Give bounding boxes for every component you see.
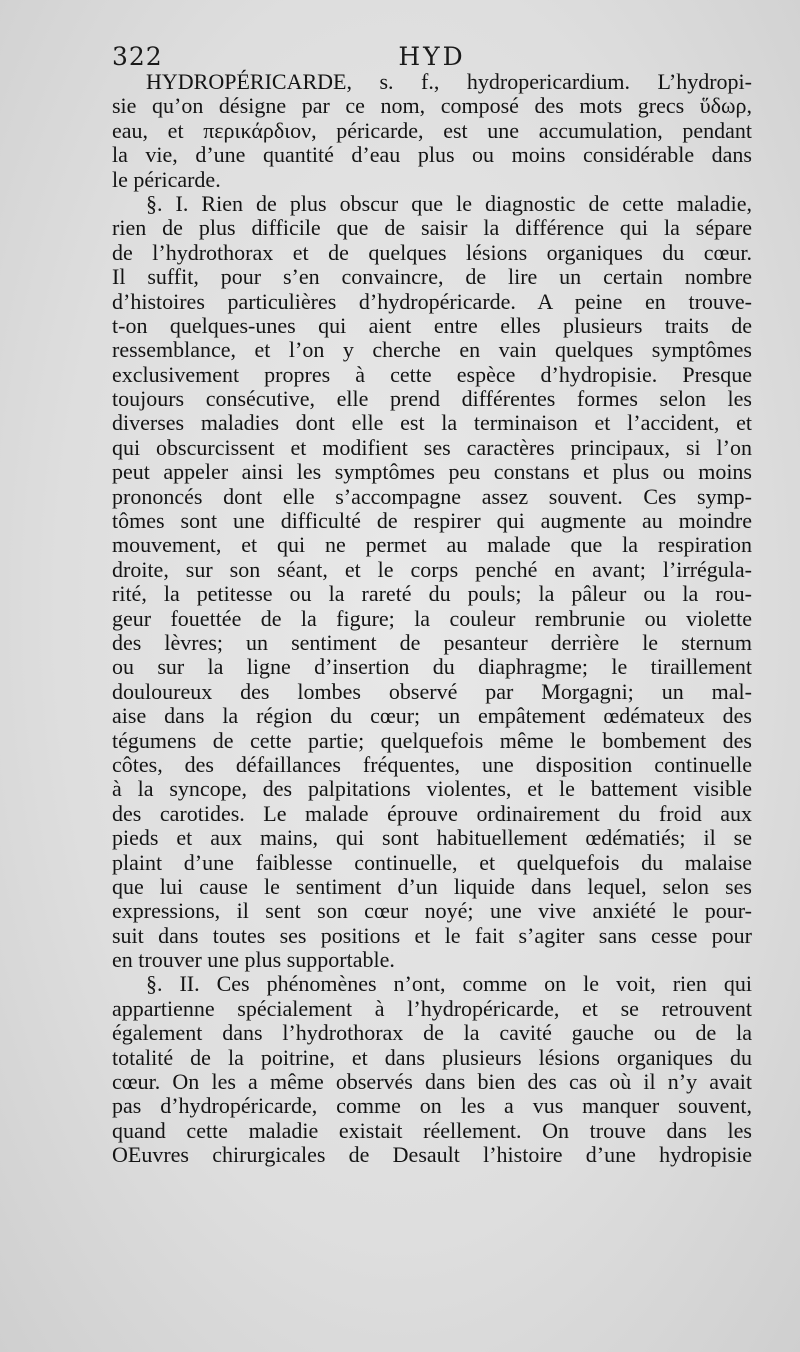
text-line: plaint d’une faiblesse continuelle, et quelquefois du malaise <box>112 849 752 875</box>
text-line: tégumens de cette partie; quelquefois même le bombement des <box>112 727 752 753</box>
running-head: HYD <box>398 42 466 71</box>
text-line: pas d’hydropéricarde, comme on les a vus manquer souvent, <box>112 1093 752 1119</box>
text-line: expressions, il sent son cœur noyé; une vive anxiété le pour- <box>112 898 752 924</box>
text-line: de l’hydrothorax et de quelques lésions organiques du cœur. <box>112 239 752 265</box>
text-line: prononcés dont elle s’accompagne assez souvent. Ces symp- <box>112 483 752 509</box>
text-line: suit dans toutes ses positions et le fait s’agiter sans cesse pour <box>112 922 752 948</box>
text-line: geur fouettée de la figure; la couleur rembrunie ou violette <box>112 605 752 631</box>
text-line: totalité de la poitrine, et dans plusieurs lésions organiques du <box>112 1044 752 1070</box>
text-line: douloureux des lombes observé par Morgagni; un mal- <box>112 678 752 704</box>
text-line: cœur. On les a même observés dans bien des cas où il n’y avait <box>112 1069 752 1095</box>
text-line: également dans l’hydrothorax de la cavité gauche ou de la <box>112 1020 752 1046</box>
text-line: rien de plus difficile que de saisir la différence qui la sépare <box>112 215 752 241</box>
text-line: appartienne spécialement à l’hydropéricarde, et se retrouvent <box>112 995 752 1021</box>
text-line: à la syncope, des palpitations violentes, et le battement visible <box>112 776 752 802</box>
text-line: ou sur la ligne d’insertion du diaphragme; le tiraillement <box>112 654 752 680</box>
text-line: d’histoires particulières d’hydropéricarde. A peine en trouve- <box>112 288 752 314</box>
text-line: mouvement, et qui ne permet au malade que la respiration <box>112 532 752 558</box>
text-line: quand cette maladie existait réellement. On trouve dans les <box>112 1117 752 1143</box>
text-line: droite, sur son séant, et le corps penché en avant; l’irrégula- <box>112 556 752 582</box>
text-line: tômes sont une difficulté de respirer qui augmente au moindre <box>112 508 752 534</box>
text-line: Il suffit, pour s’en convaincre, de lire un certain nombre <box>112 264 752 290</box>
text-line: t-on quelques-unes qui aient entre elles plusieurs traits de <box>112 312 752 338</box>
text-line: toujours consécutive, elle prend différentes formes selon les <box>112 386 752 412</box>
text-line: sie qu’on désigne par ce nom, composé des mots grecs ὕδωρ, <box>112 93 752 119</box>
text-line: ressemblance, et l’on y cherche en vain quelques symptômes <box>112 337 752 363</box>
text-line: eau, et περικάρδιον, péricarde, est une accumulation, pendant <box>112 117 752 143</box>
body-text <box>112 70 752 1168</box>
text-line: exclusivement propres à cette espèce d’hydropisie. Presque <box>112 361 752 387</box>
text-line: que lui cause le sentiment d’un liquide dans lequel, selon ses <box>112 873 752 899</box>
page-number: 322 <box>112 42 163 71</box>
text-line: qui obscurcissent et modifient ses caractères principaux, si l’on <box>112 434 752 460</box>
text-line: peut appeler ainsi les symptômes peu constans et plus ou moins <box>112 459 752 485</box>
text-line: diverses maladies dont elle est la terminaison et l’accident, et <box>112 410 752 436</box>
text-line: §. II. Ces phénomènes n’ont, comme on le voit, rien qui <box>146 971 752 997</box>
text-line: OEuvres chirurgicales de Desault l’histoire d’une hydropisie <box>112 1142 752 1168</box>
text-line: en trouver une plus supportable. <box>112 947 395 973</box>
text-line: la vie, d’une quantité d’eau plus ou moins considérable dans <box>112 142 752 168</box>
text-line: aise dans la région du cœur; un empâtement œdémateux des <box>112 703 752 729</box>
text-line: des carotides. Le malade éprouve ordinairement du froid aux <box>112 800 752 826</box>
text-line: le péricarde. <box>112 166 221 192</box>
text-line: des lèvres; un sentiment de pesanteur derrière le sternum <box>112 629 752 655</box>
text-line: rité, la petitesse ou la rareté du pouls; la pâleur ou la rou- <box>112 581 752 607</box>
text-line: §. I. Rien de plus obscur que le diagnostic de cette maladie, <box>146 190 752 216</box>
text-line: côtes, des défaillances fréquentes, une disposition continuelle <box>112 751 752 777</box>
text-line: HYDROPÉRICARDE, s. f., hydropericardium. L’hydropi- <box>146 69 752 94</box>
text-line: pieds et aux mains, qui sont habituellement œdématiés; il se <box>112 825 752 851</box>
